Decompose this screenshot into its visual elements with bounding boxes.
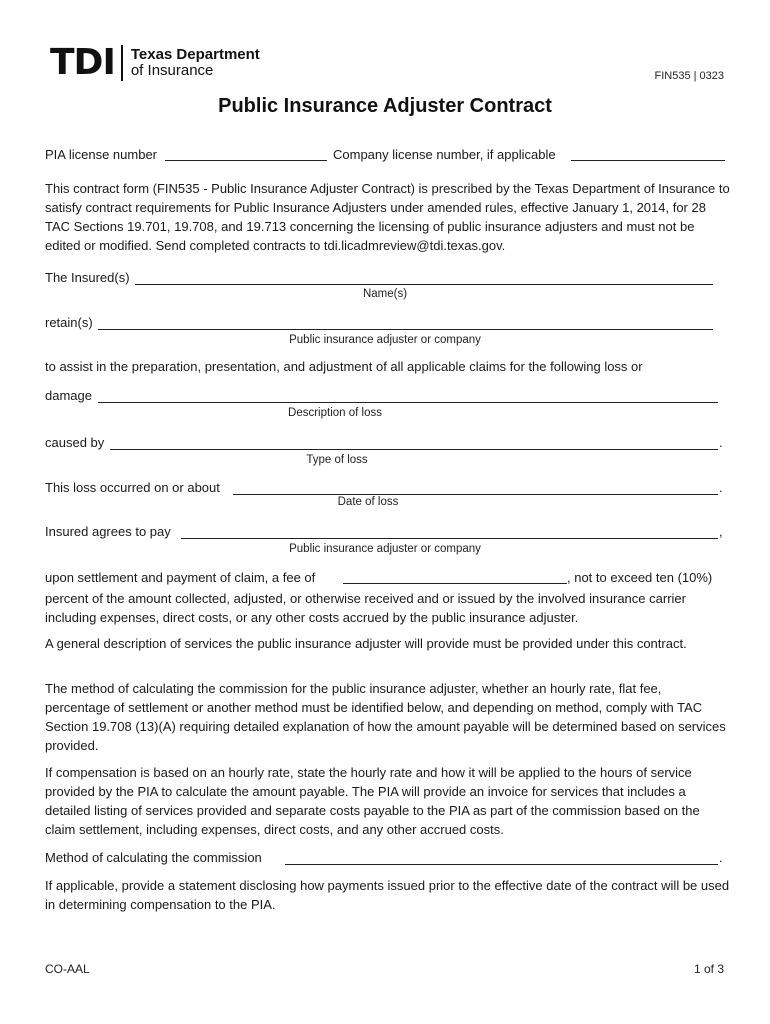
footer-form-code: CO-AAL: [45, 962, 90, 976]
pia-license-label: PIA license number: [45, 147, 158, 162]
prior-payments-paragraph: If applicable, provide a statement disclosing how payments issued prior to the effective date of the contract will be used in determining compensation to the PIA.: [45, 878, 730, 912]
retain-caption: Public insurance adjuster or company: [289, 334, 481, 346]
retain-label: retain(s): [45, 315, 93, 330]
pia-license-field[interactable]: [165, 160, 327, 161]
damage-caption: Description of loss: [288, 407, 382, 419]
occurred-period: .: [719, 480, 723, 495]
logo-wordmark: [131, 47, 260, 79]
occurred-label: This loss occurred on or about: [45, 480, 220, 495]
pay-label: Insured agrees to pay: [45, 524, 171, 539]
tdi-logo: [50, 42, 260, 83]
logo-divider: [121, 45, 123, 81]
adjuster-company-field[interactable]: [98, 329, 713, 330]
logo-mark: TDI: [50, 42, 115, 83]
pay-caption: Public insurance adjuster or company: [289, 543, 481, 555]
fee-paragraph-rest: percent of the amount collected, adjusted, or otherwise received and or issued by the involved insurance carrier including expenses, direct costs, or any other costs accrued by the public insurance adjuster.: [45, 591, 686, 625]
occurred-caption: Date of loss: [337, 496, 399, 508]
caused-by-period: .: [719, 435, 723, 450]
page-title: Public Insurance Adjuster Contract: [218, 95, 552, 117]
loss-description-field[interactable]: [98, 402, 718, 403]
company-license-field[interactable]: [571, 160, 725, 161]
page-number: 1 of 3: [693, 962, 724, 976]
caused-by-label: caused by: [45, 435, 105, 450]
loss-type-field[interactable]: [110, 449, 718, 450]
insured-label: The Insured(s): [45, 270, 130, 285]
caused-by-caption: Type of loss: [306, 454, 368, 466]
logo-line-2: of Insurance: [130, 62, 214, 79]
damage-label: damage: [45, 388, 92, 403]
company-license-label: Company license number, if applicable: [333, 147, 556, 162]
fee-text-2: , not to exceed ten (10%): [567, 570, 713, 585]
general-description-paragraph: A general description of services the public insurance adjuster will provide must be provided under this contract.: [45, 636, 687, 651]
commission-method-field[interactable]: [285, 864, 718, 865]
method-period: .: [719, 850, 723, 865]
fee-text-1: upon settlement and payment of claim, a fee of: [45, 570, 316, 585]
intro-paragraph: This contract form (FIN535 - Public Insurance Adjuster Contract) is prescribed by the Texas Department of Insurance to satisfy contract requirements for Public Insurance Adjusters under amended rules, effective January 1, 2014, for 28 TAC Sections 19.701, 19.708, and 19.713 concerning the licensing of public insurance adjusters and must not be edited or modified. Send completed contracts to tdi.licadmreview@tdi.texas.gov.: [45, 181, 730, 253]
logo-line-1: Texas Department: [130, 46, 260, 63]
method-field-label: Method of calculating the commission: [45, 850, 262, 865]
pay-comma: ,: [719, 524, 723, 539]
commission-method-paragraph: The method of calculating the commission for the public insurance adjuster, whether an hourly rate, flat fee, percentage of settlement or another method must be identified below, and depending on method, comply with TAC Section 19.708 (13)(A) requiring detailed explanation of how the amount payable will be determined based on services provided.: [45, 681, 726, 753]
insured-caption: Name(s): [362, 288, 408, 300]
assist-text: to assist in the preparation, presentation, and adjustment of all applicable claims for the following loss or: [45, 359, 643, 374]
pay-company-field[interactable]: [181, 538, 718, 539]
insured-name-field[interactable]: [135, 284, 713, 285]
form-id: FIN535 | 0323: [654, 70, 724, 82]
fee-amount-field[interactable]: [343, 583, 567, 584]
loss-date-field[interactable]: [233, 494, 718, 495]
hourly-rate-paragraph: If compensation is based on an hourly rate, state the hourly rate and how it will be applied to the hours of service provided by the PIA to calculate the amount payable. The PIA will provide an invoice for services that includes a detailed listing of services provided and separate costs payable to the PIA as part of the commission based on the claim settlement, including expenses, direct costs, and any other accrued costs.: [45, 765, 700, 837]
